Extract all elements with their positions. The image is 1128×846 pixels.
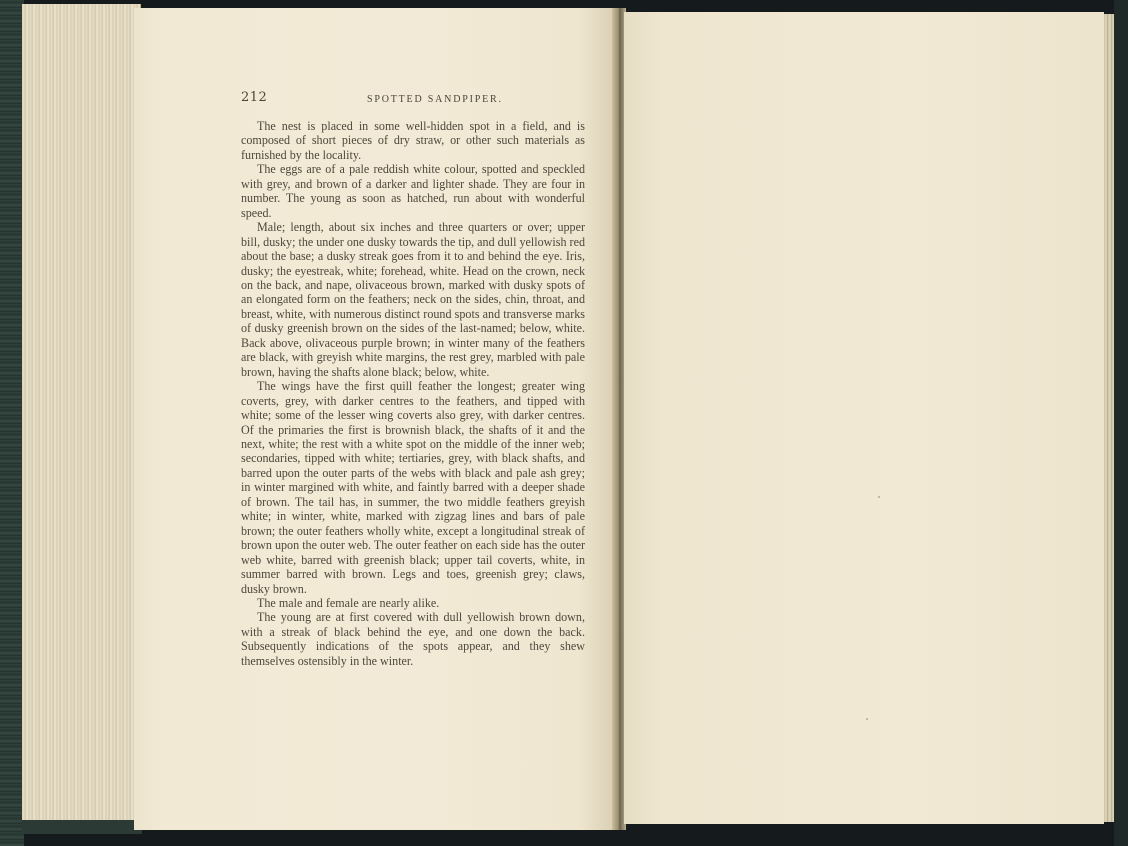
page-number: 212	[241, 90, 268, 105]
paragraph: The young are at first covered with dull yellowish brown down, with a streak of black behind the eye, and one down the back. Subsequently indications of the spots appear, and they shew themselves ostensibly in the winter.	[241, 610, 585, 668]
page-body	[241, 119, 585, 668]
right-page-edges	[1104, 14, 1114, 822]
paragraph: Male; length, about six inches and three quarters or over; upper bill, dusky; the under one dusky towards the tip, and dull yellowish red about the base; a dusky streak goes from it to and behind the eye. Iris, dusky; the eyestreak, white; forehead, white. Head on the crown, neck on the back, and nape, olivaceous brown, marked with dusky spots of an elongated form on the feathers; neck on the sides, chin, throat, and breast, white, with numerous distinct round spots and transverse marks of dusky greenish brown on the sides of the last-named; below, white. Back above, olivaceous purple brown; in winter many of the feathers are black, with greyish white margins, the rest grey, marbled with pale brown, having the shafts alone black; below, white.	[241, 220, 585, 379]
paragraph: The wings have the first quill feather the longest; greater wing coverts, grey, with darker centres to the feathers, and tipped with white; some of the lesser wing coverts also grey, with darker centres. Of the primaries the first is brownish black, the shafts of it and the next, white; the rest with a white spot on the middle of the inner web; secondaries, tipped with white; tertiaries, grey, with black shafts, and barred upon the outer parts of the webs with black and pale ash grey; in winter margined with white, and faintly barred with a deeper shade of brown. The tail has, in summer, the two middle feathers greyish white; in winter, white, marked with zigzag lines and bars of pale brown; the outer feathers wholly white, except a longitudinal streak of brown upon the outer web. The outer feather on each side has the outer web white, barred with greenish black; upper tail coverts, white, in summer barred with brown. Legs and toes, greenish grey; claws, dusky brown.	[241, 379, 585, 596]
stacked-page-edges	[22, 4, 141, 834]
running-head: SPOTTED SANDPIPER.	[367, 94, 503, 105]
cover-bottom-edge	[22, 820, 142, 834]
book-cover-left	[0, 0, 24, 846]
paper-speck	[866, 718, 868, 720]
book-cover-right	[1114, 0, 1128, 846]
paragraph: The male and female are nearly alike.	[257, 595, 440, 610]
paragraph: The eggs are of a pale reddish white colour, spotted and speckled with grey, and brown of a darker and lighter shade. They are four in number. The young as soon as hatched, run about with wonderful speed.	[241, 162, 585, 220]
right-page-blank	[624, 12, 1104, 824]
paragraph: The nest is placed in some well-hidden spot in a field, and is composed of short pieces of dry straw, or other such materials as furnished by the locality.	[241, 119, 585, 162]
page-header	[241, 90, 601, 110]
paper-speck	[878, 496, 880, 498]
